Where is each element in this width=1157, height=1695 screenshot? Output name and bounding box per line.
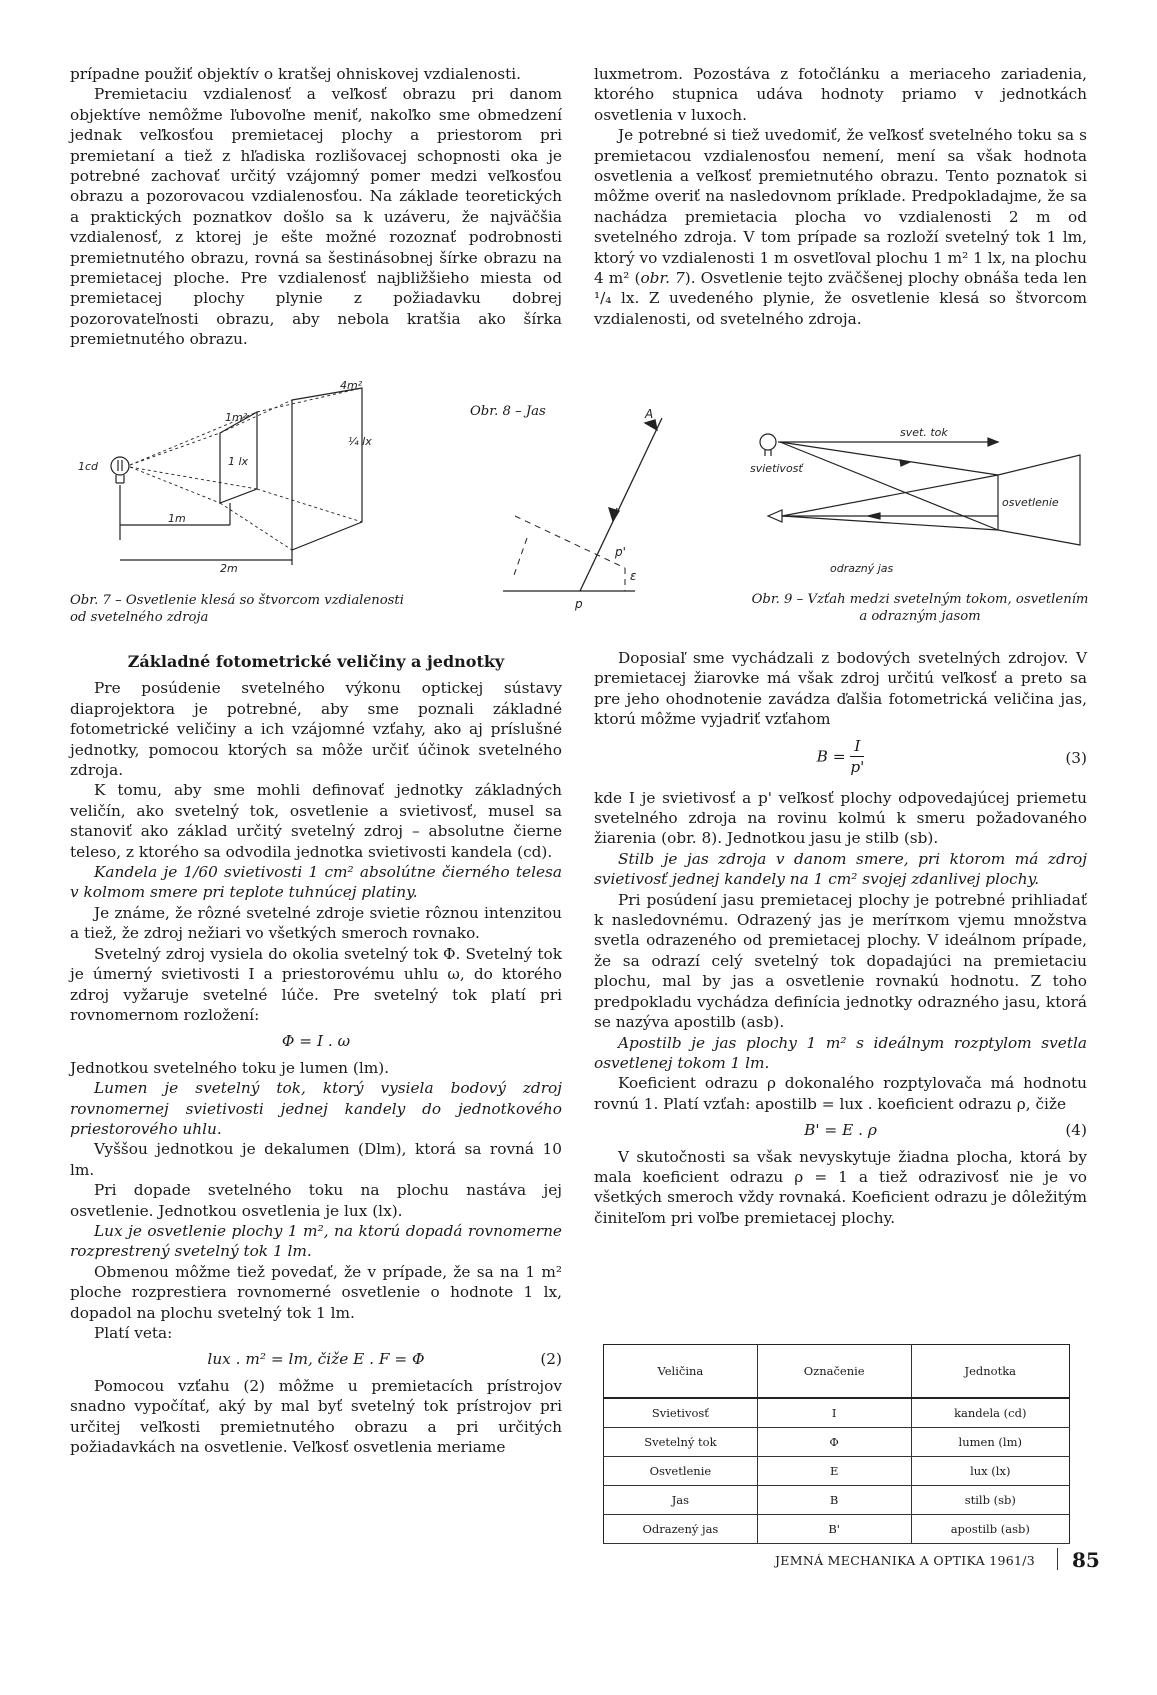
table-header-row — [604, 1345, 1070, 1399]
paragraph: Premietaciu vzdialenosť a veľkosť obrazu pri danom objektíve nemôžme ľubovoľne meniť, nakoľko sme obmedzení jednak veľkosťou premietacej plochy a priestorom pri premietaní a tiež z hľadiska rozlišovacej schopnosti oka je potrebné zachovať určitý vzájomný pomer medzi veľkosťou obrazu a pozorovacou vzdialenosťou. Na základe teoretických a praktických poznatkov došlo sa k uzáveru, že najväčšia vzdialenosť, z ktorej je ešte možné rozoznať podrobnosti premietnutého obrazu, rovná sa šestinásobnej šírke obrazu na premietacej ploche. Pre vzdialenosť najbližšieho miesta od premietacej plochy plynie z požiadavku dobrej pozorovateľnosti obrazu, aby nebola kratšia ako šírka premietnutého obrazu. — [70, 85, 562, 349]
paragraph: Obmenou môžme tiež povedať, že v prípade, že sa na 1 m² ploche rozprestiera rovnomerné osvetlenie o hodnote 1 lx, dopadol na plochu svetelný tok 1 lm. — [70, 1262, 562, 1322]
table-cell: E — [757, 1457, 911, 1486]
formula-4 — [594, 1120, 1087, 1140]
formula-3-fraction — [850, 736, 864, 777]
paragraph: K tomu, aby sme mohli definovať jednotky základných veličín, ako svetelný tok, osvetlenie a svietivosť, musel sa stanoviť ako základ určitý svetelný zdroj – absolutne čierne teleso, z ktorého sa odvodila jednotka svietivosti kandela (cd). — [70, 781, 562, 861]
label-svet-tok: svet. tok — [900, 426, 948, 439]
table-cell: Svetelný tok — [604, 1428, 758, 1457]
table-cell: stilb (sb) — [911, 1486, 1069, 1515]
left-top-column — [70, 64, 562, 350]
formula-1: Φ = I . ω — [281, 1032, 351, 1051]
paragraph: Je známe, že rôzné svetelné zdroje svietie rôznou intenzitou a tiež, že zdroj nežiari vo všetkých smeroch rovnako. — [70, 903, 562, 943]
table-cell: Jas — [604, 1486, 758, 1515]
paragraph: Pre posúdenie svetelného výkonu optickej sústavy diaprojektora je potrebné, aby sme poznali základné fotometrické veličiny a ich vzájomné vzťahy, ako aj príslušné jednotky, pomocou ktorých sa môže určiť účinok svetelného zdroja. — [70, 679, 562, 780]
label-odrazny-jas: odrazný jas — [830, 562, 894, 575]
figure-8-caption: Obr. 8 – Jas — [470, 404, 546, 419]
paragraph — [594, 125, 1087, 329]
label-p: p — [575, 597, 583, 611]
formula-2 — [70, 1349, 562, 1369]
paragraph: prípadne použiť objektív o kratšej ohniskovej vzdialenosti. — [70, 65, 522, 83]
table-row — [604, 1486, 1070, 1515]
label-1m2: 1m² — [225, 411, 248, 424]
definition-lux: Lux je osvetlenie plochy 1 m², na ktorú dopadá rovnomerne rozprestrený svetelný tok 1 lm. — [70, 1221, 562, 1261]
paragraph: Koeficient odrazu ρ dokonalého rozptylovača má hodnotu rovnú 1. Platí vzťah: apostilb = lux . koeficient odrazu ρ, čiže — [594, 1074, 1087, 1113]
formula-2-body: lux . m² = lm, čiže E . F = Φ — [207, 1350, 425, 1369]
formula-3 — [594, 736, 1087, 782]
numerator: I — [854, 736, 861, 755]
label-4m2: 4m² — [340, 379, 363, 392]
figure-7-caption — [70, 592, 410, 626]
figure-7-diagram — [70, 379, 410, 585]
label-2m: 2m — [220, 562, 238, 575]
label-epsilon: ε — [630, 569, 637, 583]
paragraph: Pomocou vzťahu (2) môžme u premietacích prístrojov snadno vypočítať, aký by mal byť svetelný tok prístrojov pri určitej veľkosti premietnutého obrazu a pri určitých požiadavkách na osvetlenie. Veľkosť osvetlenia meriame — [70, 1376, 562, 1457]
caption-text: – Vzťah medzi svetelným tokom, osvetlením a odrazným jasom — [796, 592, 1089, 624]
paragraph: Platí veta: — [94, 1324, 173, 1342]
paragraph: Doposiaľ sme vychádzali z bodových svetelných zdrojov. V premietacej žiarovke má však zdroj určitú veľkosť a preto sa pre jeho ohodnotenie zavádza ďalšia fotometrická veličina jas, ktorú môžme vyjadriť vzťahom — [594, 649, 1087, 729]
label-1lx: 1 lx — [228, 455, 249, 468]
paragraph: Pri posúdení jasu premietacej plochy je potrebné prihliadať k nasledovnému. Odrazený jas je meríткom vjemu množstva svetla odrazeného od premietacej plochy. V ideálnom prípade, že sa odrazí celý svetelný tok dopadajúci na premietaciu plochu, mal by jas a osvetlenie rovnakú hodnotu. Z toho predpokladu vychádza definícia jednotky odrazného jasu, ktorá se nazýva apostilb (asb). — [594, 890, 1087, 1032]
header-velicina: Veličina — [604, 1345, 758, 1399]
table-cell: kandela (cd) — [911, 1398, 1069, 1428]
label-osvetlenie: osvetlenie — [1002, 496, 1059, 509]
table-cell: I — [757, 1398, 911, 1428]
section-heading: Základné fotometrické veličiny a jednotky — [127, 652, 505, 671]
formula-4-body: B' = E . ρ — [804, 1121, 877, 1140]
caption-text: – Osvetlenie klesá so štvorcom vzdialenosti od svetelného zdroja — [70, 593, 404, 625]
label-svietivost: svietivosť — [750, 462, 803, 475]
quantities-table — [603, 1344, 1070, 1544]
text-run: ). Osvetlenie tejto zväčšenej plochy obnáša teda len — [684, 269, 1088, 288]
definition-apostilb: Apostilb je jas plochy 1 m² s ideálnym rozptylom svetla osvetlenej tokom 1 lm. — [594, 1033, 1087, 1072]
figure-reference: obr. 7 — [640, 269, 685, 288]
table-cell: Svietivosť — [604, 1398, 758, 1428]
paragraph: V skutočnosti sa však nevyskytuje žiadna plocha, ktorá by mala koeficient odrazu ρ = 1 a tiež odrazivosť nie je vo všetkých smeroch vždy rovnaká. Koeficient odrazu je dôležitým činiteľom pri voľbe premietacej plochy. — [594, 1147, 1087, 1227]
figure-9-diagram — [750, 420, 1080, 580]
label-1m: 1m — [168, 512, 186, 525]
table-cell: Osvetlenie — [604, 1457, 758, 1486]
equation-number: (3) — [1065, 748, 1087, 767]
label-A: A — [645, 407, 654, 421]
paragraph: Jednotkou svetelného toku je lumen (lm). — [70, 1058, 390, 1077]
right-bottom-column — [594, 648, 1087, 1228]
formula-3-lhs: B = — [816, 746, 846, 765]
equation-number: (2) — [540, 1350, 562, 1369]
paragraph: Pri dopade svetelného toku na plochu nastáva jej osvetlenie. Jednotkou osvetlenia je lux (lx). — [70, 1181, 562, 1220]
caption-number: Obr. 7 — [70, 593, 111, 608]
table-cell: apostilb (asb) — [911, 1515, 1069, 1544]
table-row — [604, 1398, 1070, 1428]
label-p-prime: p' — [615, 545, 626, 559]
paragraph: kde I je svietivosť a p' veľkosť plochy odpovedajúcej priemetu svetelného zdroja na rovinu kolmú k smeru požadovaného žiarenia (obr. 8). Jednotkou jasu je stilb (sb). — [594, 788, 1087, 848]
table-row — [604, 1515, 1070, 1544]
label-1cd: 1cd — [78, 460, 99, 473]
table-row — [604, 1428, 1070, 1457]
table-cell: Φ — [757, 1428, 911, 1457]
table-row — [604, 1457, 1070, 1486]
header-jednotka: Jednotka — [911, 1345, 1069, 1399]
page-number: 85 — [1072, 1548, 1100, 1572]
definition-kandela: Kandela je 1/60 svietivosti 1 cm² absolútne čierného telesa v kolmom smere pri teplote tuhnúcej platiny. — [70, 863, 562, 902]
equation-number: (4) — [1065, 1121, 1087, 1140]
table-cell: B' — [757, 1515, 911, 1544]
fraction: ¹/₄ — [594, 289, 612, 308]
definition-lumen: Lumen je svetelný tok, ktorý vysiela bodový zdroj rovnomernej svietivosti jednej kandely do jednotkového priestorového uhlu. — [70, 1079, 562, 1138]
paragraph: Vyššou jednotkou je dekalumen (Dlm), ktorá sa rovná 10 lm. — [70, 1140, 562, 1179]
footer-divider — [1057, 1548, 1058, 1570]
table-cell: Odrazený jas — [604, 1515, 758, 1544]
header-oznacenie: Označenie — [757, 1345, 911, 1399]
table-cell: lux (lx) — [911, 1457, 1069, 1486]
paragraph: luxmetrom. Pozostáva z fotočlánku a meriaceho zariadenia, ktorého stupnica udáva hodnoty priamo v jednotkách osvetlenia v luxoch. — [594, 65, 1087, 124]
denominator: p' — [850, 757, 865, 776]
table-cell: lumen (lm) — [911, 1428, 1069, 1457]
figure-9-caption — [750, 591, 1090, 625]
definition-stilb: Stilb je jas zdroja v danom smere, pri ktorom má zdroj svietivosť jednej kandely na 1 cm² svojej zdanlivej plochy. — [594, 849, 1087, 889]
label-quarter-lx: ¼ lx — [348, 435, 372, 448]
left-bottom-column — [70, 644, 562, 1457]
caption-number: Obr. 9 — [751, 592, 793, 607]
table-cell: B — [757, 1486, 911, 1515]
text-run: Je potrebné si tiež uvedomiť, že veľkosť svetelného toku sa s premietacou vzdialenosťou nemení, mení sa však hodnota osvetlenia a veľkosť premietnutého obrazu. Tento poznatok si môžme overiť na nasledovnom príklade. Predpokladajme, že sa nachádza premietacia plocha vo vzdialenosti 2 m od svetelného zdroja. V tom prípade sa rozloží svetelný tok 1 lm, ktorý vo vzdialenosti 1 m osvetľoval plochu 1 m² 1 lx, na plochu 4 m² ( — [594, 126, 1087, 288]
journal-footer: JEMNÁ MECHANIKA A OPTIKA 1961/3 — [775, 1553, 1036, 1568]
right-top-column — [594, 64, 1087, 329]
paragraph: Svetelný zdroj vysiela do okolia svetelný tok Φ. Svetelný tok je úmerný svietivosti I a priestorovému uhlu ω, do ktorého zdroj vyžaruje svetelné lúče. Pre svetelný tok platí pri rovnomernom rozložení: — [70, 944, 562, 1024]
text-run: lx. Z uvedeného plynie, že osvetlenie klesá so štvorcom vzdialenosti, od svetelného zdroja. — [594, 289, 1087, 328]
